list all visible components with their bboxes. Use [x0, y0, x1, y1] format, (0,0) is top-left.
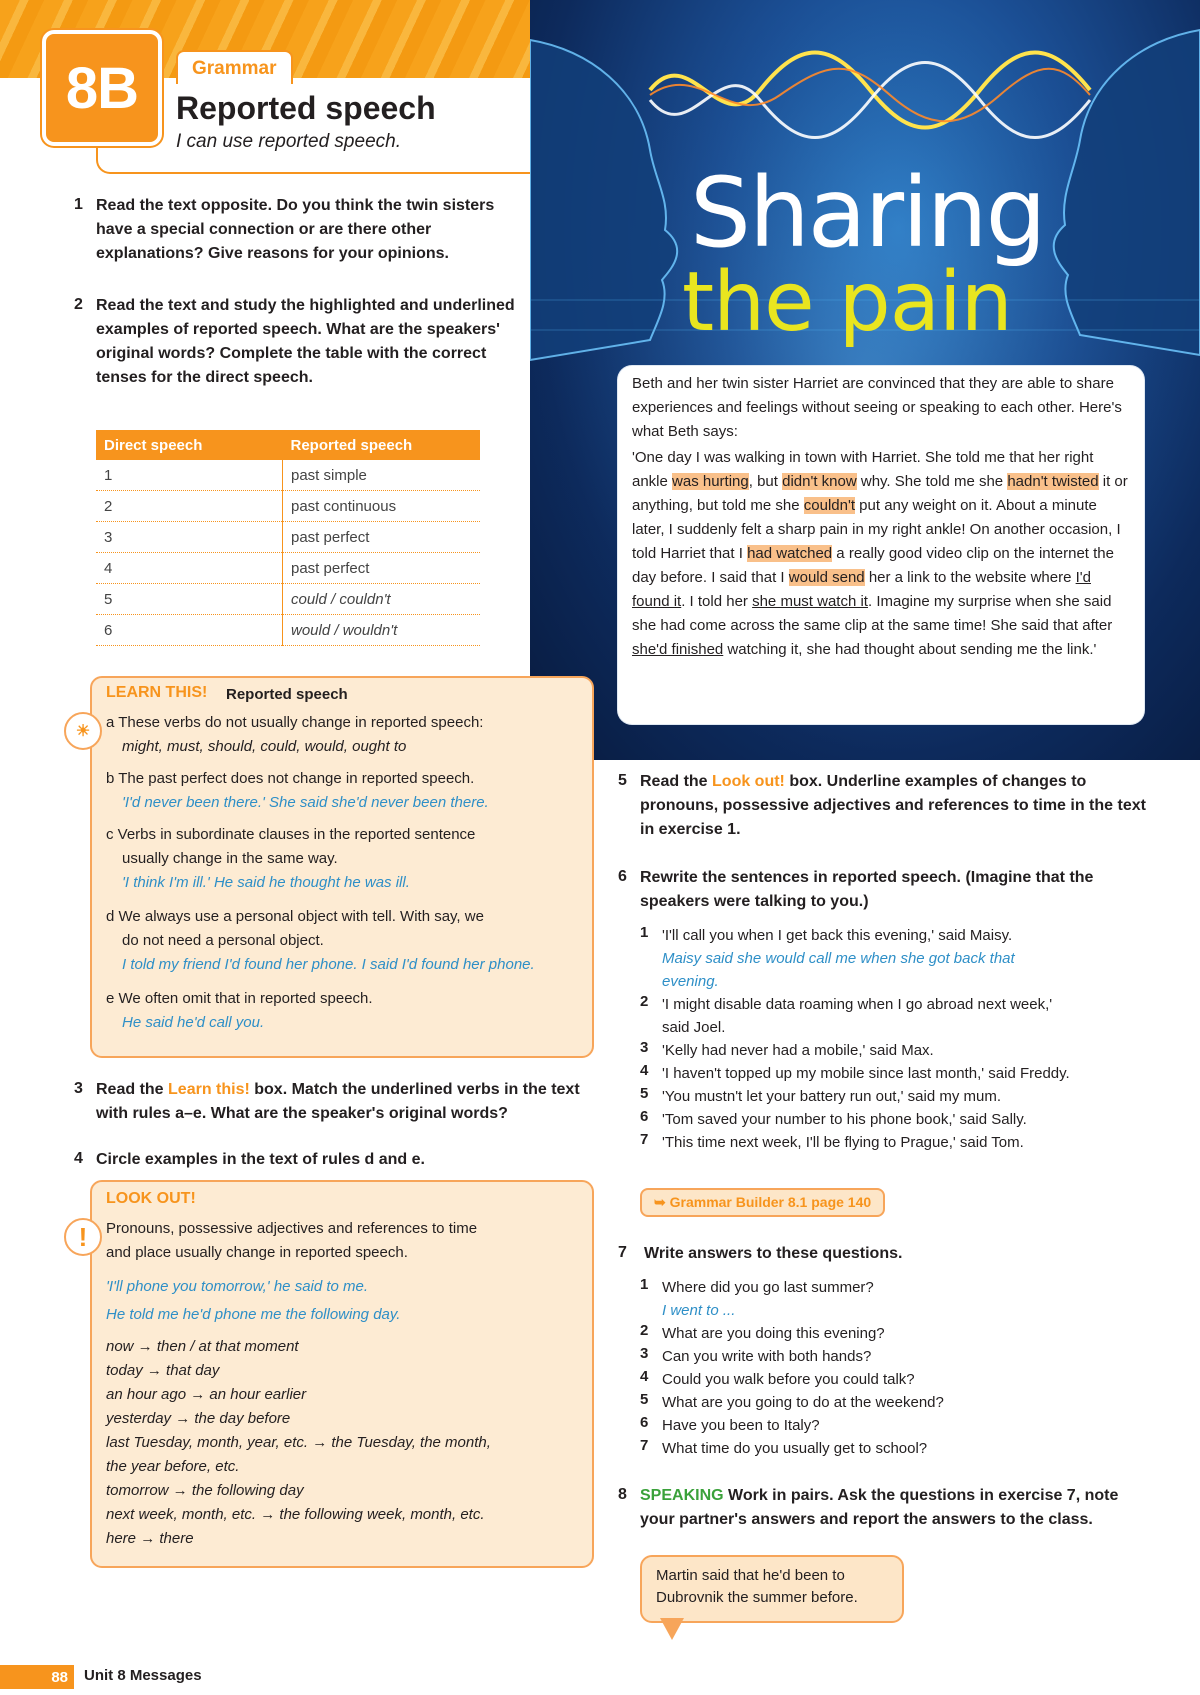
list-item [640, 1062, 1160, 1085]
item-number: 7 [640, 1437, 649, 1454]
highlighted-phrase: had watched [747, 545, 833, 562]
item-text: I went to ... [662, 1302, 736, 1319]
question-number: 1 [74, 196, 83, 213]
list-item [640, 1016, 1160, 1039]
list-item [640, 924, 1160, 947]
list-item [640, 1299, 1160, 1322]
highlighted-phrase: hadn't twisted [1007, 473, 1099, 490]
question-number: 7 [618, 1244, 627, 1261]
table-header-reported: Reported speech [283, 430, 481, 460]
time-change: yesterday → the day before [106, 1410, 291, 1427]
article-text: watching it, she had thought about sending me the link.' [723, 641, 1097, 658]
page-number: 88 [0, 1665, 74, 1689]
item-text: 'This time next week, I'll be flying to Prague,' said Tom. [662, 1134, 1024, 1151]
hero-title-line2: the pain [682, 255, 1012, 350]
question-number: 3 [74, 1080, 83, 1097]
list-item [640, 1322, 1160, 1345]
item-text: Can you write with both hands? [662, 1348, 872, 1365]
grammar-builder-link[interactable]: ➥ Grammar Builder 8.1 page 140 [640, 1188, 885, 1217]
rule-d: d We always use a personal object with tell. With say, we [106, 908, 484, 925]
item-text: Could you walk before you could talk? [662, 1371, 915, 1388]
item-number: 4 [640, 1062, 649, 1079]
item-number: 2 [640, 1322, 649, 1339]
time-change: next week, month, etc. → the following week, month, etc. [106, 1506, 485, 1523]
rule-c-cont: usually change in the same way. [122, 850, 338, 867]
item-number: 3 [640, 1345, 649, 1362]
item-text: evening. [662, 973, 719, 990]
list-item [640, 1345, 1160, 1368]
item-number: 5 [640, 1085, 649, 1102]
question-number: 5 [618, 772, 627, 789]
highlighted-phrase: would send [788, 569, 865, 586]
table-row: 1 past simple [96, 460, 480, 491]
table-row: 4 past perfect [96, 553, 480, 584]
look-out-text: Pronouns, possessive adjectives and references to time [106, 1220, 478, 1237]
table-row: 6 would / wouldn't [96, 615, 480, 646]
question-5-text: Read the Look out! box. Underline examples of changes to pronouns, possessive adjectives and references to time in the text in exercise 1. [640, 773, 1146, 838]
look-out-title: LOOK OUT! [106, 1190, 196, 1207]
item-text: What are you doing this evening? [662, 1325, 885, 1342]
look-out-example: 'I'll phone you tomorrow,' he said to me. [106, 1278, 369, 1295]
learn-this-title: LEARN THIS! [106, 684, 208, 701]
item-number: 6 [640, 1414, 649, 1431]
table-row: 2 past continuous [96, 491, 480, 522]
item-text: Have you been to Italy? [662, 1417, 820, 1434]
list-item [640, 1108, 1160, 1131]
question-number: 6 [618, 868, 627, 885]
item-number: 2 [640, 993, 649, 1010]
page-subtitle: I can use reported speech. [176, 131, 401, 152]
underlined-phrase: she'd finished [632, 641, 724, 658]
article-text: a really good video clip on the internet the day before. I said that I [632, 545, 1114, 586]
article-text: it or anything, but told me she [632, 473, 1128, 514]
lightbulb-icon: ☀ [64, 712, 102, 750]
look-out-text: and place usually change in reported speech. [106, 1244, 408, 1261]
highlighted-phrase: didn't know [782, 473, 857, 490]
rule-a-verbs: might, must, should, could, would, ought to [122, 738, 407, 755]
item-text: 'I might disable data roaming when I go abroad next week,' [662, 996, 1053, 1013]
question-4-text: Circle examples in the text of rules d and e. [96, 1151, 425, 1168]
question-number: 4 [74, 1150, 83, 1167]
item-number: 1 [640, 924, 649, 941]
item-text: 'Tom saved your number to his phone book,' said Sally. [662, 1111, 1027, 1128]
rule-b: b The past perfect does not change in reported speech. [106, 770, 475, 787]
category-tab: Grammar [176, 50, 293, 84]
rule-e-example: He said he'd call you. [122, 1014, 265, 1031]
list-item [640, 947, 1160, 970]
list-item [640, 1437, 1160, 1460]
learn-this-subtitle: Reported speech [226, 686, 348, 703]
table-row: 3 past perfect [96, 522, 480, 553]
question-8-text: SPEAKING Work in pairs. Ask the questions in exercise 7, note your partner's answers and report the answers to the class. [640, 1487, 1119, 1528]
time-change: here → there [106, 1530, 194, 1547]
article-text: 'One day I was walking in town with Harriet. She told me that her right ankle [632, 449, 1094, 490]
article-body [632, 446, 1132, 662]
time-change: tomorrow → the following day [106, 1482, 304, 1499]
item-text: said Joel. [662, 1019, 726, 1036]
article-text: . I told her [681, 593, 753, 610]
article-text: put any weight on it. About a minute later, I suddenly felt a sharp pain in my right ankle! On another occasion, I told Harriet that I [632, 497, 1121, 562]
article-text: . Imagine my surprise when she said she had come across the same clip at the same time! She said that after [632, 593, 1113, 634]
list-item [640, 1391, 1160, 1414]
question-7-list [640, 1276, 1160, 1460]
time-change: now → then / at that moment [106, 1338, 299, 1355]
time-change: today → that day [106, 1362, 220, 1379]
unit-badge: 8B [42, 30, 162, 146]
item-text: What are you going to do at the weekend? [662, 1394, 944, 1411]
speech-bubble: Martin said that he'd been to Dubrovnik the summer before. [640, 1555, 904, 1623]
highlighted-phrase: was hurting [672, 473, 749, 490]
underlined-phrase: I'd found it [632, 569, 1091, 610]
article-text: why. She told me she [856, 473, 1008, 490]
tense-table [96, 430, 480, 646]
rule-c: c Verbs in subordinate clauses in the reported sentence [106, 826, 476, 843]
article-text: her a link to the website where [864, 569, 1076, 586]
item-text: Where did you go last summer? [662, 1279, 874, 1296]
list-item [640, 1085, 1160, 1108]
rule-d-example: I told my friend I'd found her phone. I said I'd found her phone. [122, 956, 535, 973]
rule-c-example: 'I think I'm ill.' He said he thought he was ill. [122, 874, 410, 891]
question-3-text: Read the Learn this! box. Match the underlined verbs in the text with rules a–e. What are the speaker's original words? [96, 1081, 580, 1122]
question-6-list [640, 924, 1160, 1154]
rule-e: e We often omit that in reported speech. [106, 990, 373, 1007]
list-item [640, 993, 1160, 1016]
question-7-text: Write answers to these questions. [644, 1245, 903, 1262]
item-text: What time do you usually get to school? [662, 1440, 928, 1457]
item-number: 7 [640, 1131, 649, 1148]
list-item [640, 1039, 1160, 1062]
item-number: 3 [640, 1039, 649, 1056]
item-text: 'I'll call you when I get back this evening,' said Maisy. [662, 927, 1013, 944]
question-2-text: Read the text and study the highlighted and underlined examples of reported speech. What are the speakers' original words? Complete the table with the correct tenses for the direct speech. [96, 297, 515, 386]
rule-d-cont: do not need a personal object. [122, 932, 324, 949]
table-row: 5 could / couldn't [96, 584, 480, 615]
time-change: last Tuesday, month, year, etc. → the Tuesday, the month, [106, 1434, 491, 1451]
list-item [640, 1368, 1160, 1391]
article-intro: Beth and her twin sister Harriet are convinced that they are able to share experiences and feelings without seeing or speaking to each other. Here's what Beth says: [632, 375, 1122, 440]
time-change: the year before, etc. [106, 1458, 240, 1475]
article-card [618, 366, 1144, 724]
item-number: 4 [640, 1368, 649, 1385]
footer-unit-label: Unit 8 Messages [84, 1667, 202, 1684]
item-number: 6 [640, 1108, 649, 1125]
table-header-direct: Direct speech [96, 430, 283, 460]
item-text: Maisy said she would call me when she got back that [662, 950, 1015, 967]
rule-b-example: 'I'd never been there.' She said she'd never been there. [122, 794, 489, 811]
list-item [640, 1276, 1160, 1299]
item-text: 'I haven't topped up my mobile since last month,' said Freddy. [662, 1065, 1070, 1082]
exclamation-icon: ! [64, 1218, 102, 1256]
question-6-text: Rewrite the sentences in reported speech. (Imagine that the speakers were talking to you.) [640, 869, 1094, 910]
underlined-phrase: she must watch it [752, 593, 868, 610]
item-number: 5 [640, 1391, 649, 1408]
speech-bubble-tail [660, 1618, 684, 1640]
hero-title-line1: Sharing [690, 157, 1045, 269]
page-title: Reported speech [176, 90, 436, 126]
time-change: an hour ago → an hour earlier [106, 1386, 307, 1403]
list-item [640, 1414, 1160, 1437]
list-item [640, 970, 1160, 993]
question-number: 2 [74, 296, 83, 313]
article-text: , but [748, 473, 783, 490]
rule-a: a These verbs do not usually change in reported speech: [106, 714, 484, 731]
look-out-example: He told me he'd phone me the following day. [106, 1306, 401, 1323]
item-text: 'You mustn't let your battery run out,' said my mum. [662, 1088, 1002, 1105]
item-number: 1 [640, 1276, 649, 1293]
question-number: 8 [618, 1486, 627, 1503]
question-1-text: Read the text opposite. Do you think the twin sisters have a special connection or are there other explanations? Give reasons for your opinions. [96, 197, 495, 262]
item-text: 'Kelly had never had a mobile,' said Max. [662, 1042, 934, 1059]
highlighted-phrase: couldn't [803, 497, 856, 514]
list-item [640, 1131, 1160, 1154]
